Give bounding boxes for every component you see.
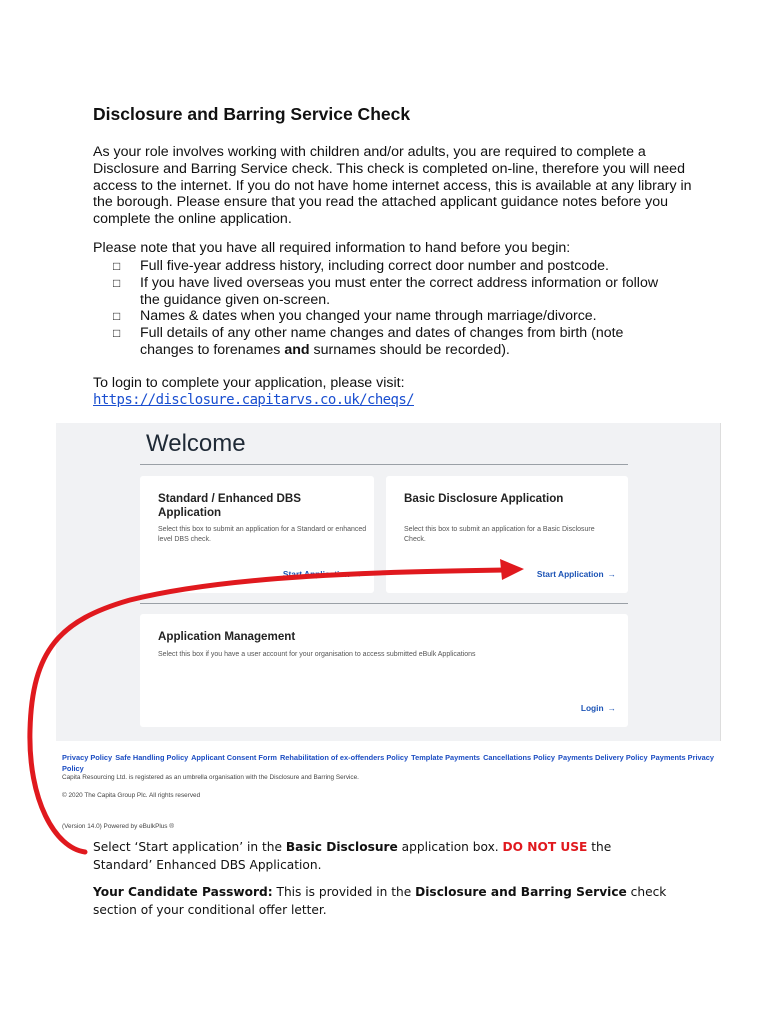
footer-link[interactable]: Safe Handling Policy xyxy=(115,753,189,762)
card-title: Standard / Enhanced DBS Application xyxy=(158,492,302,519)
divider xyxy=(140,603,628,604)
checklist-item-text: Full five-year address history, including correct door number and postcode. xyxy=(140,258,609,274)
basic-disclosure-instruction: Select ‘Start application’ in the Basic Disclosure application box. DO NOT USE the Standard’ Enhanced DBS Application. xyxy=(93,840,612,872)
login-link[interactable]: Login → xyxy=(580,703,616,713)
footer-link[interactable]: Applicant Consent Form xyxy=(191,753,277,762)
checklist-item-text: Full details of any other name changes and dates of changes from birth (note changes to forenames and surnames should be recorded). xyxy=(140,325,624,358)
footer-link[interactable]: Template Payments xyxy=(411,753,481,762)
checklist-item-text: If you have lived overseas you must enter the correct address information or follow the guidance given on-screen. xyxy=(140,274,659,308)
login-instruction: To login to complete your application, please visit: xyxy=(93,375,405,391)
candidate-password-note: Your Candidate Password: This is provided in the Disclosure and Barring Service check section of your conditional offer letter. xyxy=(93,885,667,917)
footer-registration: Capita Resourcing Ltd. is registered as an umbrella organisation with the Disclosure and Barring Service. xyxy=(62,774,359,781)
start-application-link[interactable]: Start Application → xyxy=(536,569,616,579)
requirements-checklist xyxy=(113,258,673,359)
portal-screenshot xyxy=(56,423,721,741)
arrow-right-icon: → xyxy=(607,569,616,579)
card-description: Select this box if you have a user account for your organisation to access submitted eBulk Applications xyxy=(158,651,476,658)
footer-link[interactable]: Privacy Policy xyxy=(62,753,113,762)
checkbox-icon: □ xyxy=(113,326,121,341)
welcome-heading: Welcome xyxy=(146,430,246,457)
footer-link[interactable]: Rehabilitation of ex-offenders Policy xyxy=(279,753,409,762)
footer-link[interactable]: Cancellations Policy xyxy=(483,753,555,762)
basic-disclosure-card[interactable] xyxy=(386,476,628,593)
card-title: Application Management xyxy=(158,630,296,643)
checkbox-icon: □ xyxy=(113,309,121,324)
checklist-item-text: Names & dates when you changed your name through marriage/divorce. xyxy=(140,308,597,325)
application-management-card[interactable] xyxy=(140,614,628,727)
checkbox-icon: □ xyxy=(113,275,121,290)
card-description: Select this box to submit an application for a Standard or enhanced level DBS check. xyxy=(158,526,367,543)
footer-link[interactable]: Payments Delivery Policy xyxy=(558,753,648,762)
start-application-link[interactable]: Start Application → xyxy=(282,569,362,579)
divider xyxy=(140,464,628,465)
card-description: Select this box to submit an application for a Basic Disclosure Check. xyxy=(404,526,595,543)
card-title: Basic Disclosure Application xyxy=(404,492,564,505)
standard-dbs-card[interactable] xyxy=(140,476,374,593)
footer-copyright: © 2020 The Capita Group Plc. All rights reserved xyxy=(62,792,201,799)
login-url-link[interactable]: https://disclosure.capitarvs.co.uk/cheqs/ xyxy=(93,392,414,408)
footer-links xyxy=(62,752,722,774)
checkbox-icon: □ xyxy=(113,259,121,273)
footer-version: (Version 14.0) Powered by eBulkPlus ® xyxy=(62,823,174,830)
intro-paragraph: As your role involves working with children and/or adults, you are required to complete a Disclosure and Barring Service check. This check is completed on-line, therefore you will need access to the internet. If you do not have home internet access, this is available at any library in the borough. Please ensure that you read the attached applicant guidance notes before you complete the online application. xyxy=(93,144,692,228)
checklist-item xyxy=(113,308,673,325)
do-not-use-warning: DO NOT USE xyxy=(502,840,588,854)
document-title: Disclosure and Barring Service Check xyxy=(93,104,411,124)
checklist-item xyxy=(113,275,673,309)
arrow-right-icon: → xyxy=(607,703,616,713)
requirements-note: Please note that you have all required information to hand before you begin: xyxy=(93,240,571,256)
footer-link[interactable]: Payments Privacy Policy xyxy=(62,753,714,773)
checklist-item xyxy=(113,258,673,275)
checklist-item xyxy=(113,325,673,359)
arrow-right-icon: → xyxy=(353,569,362,579)
